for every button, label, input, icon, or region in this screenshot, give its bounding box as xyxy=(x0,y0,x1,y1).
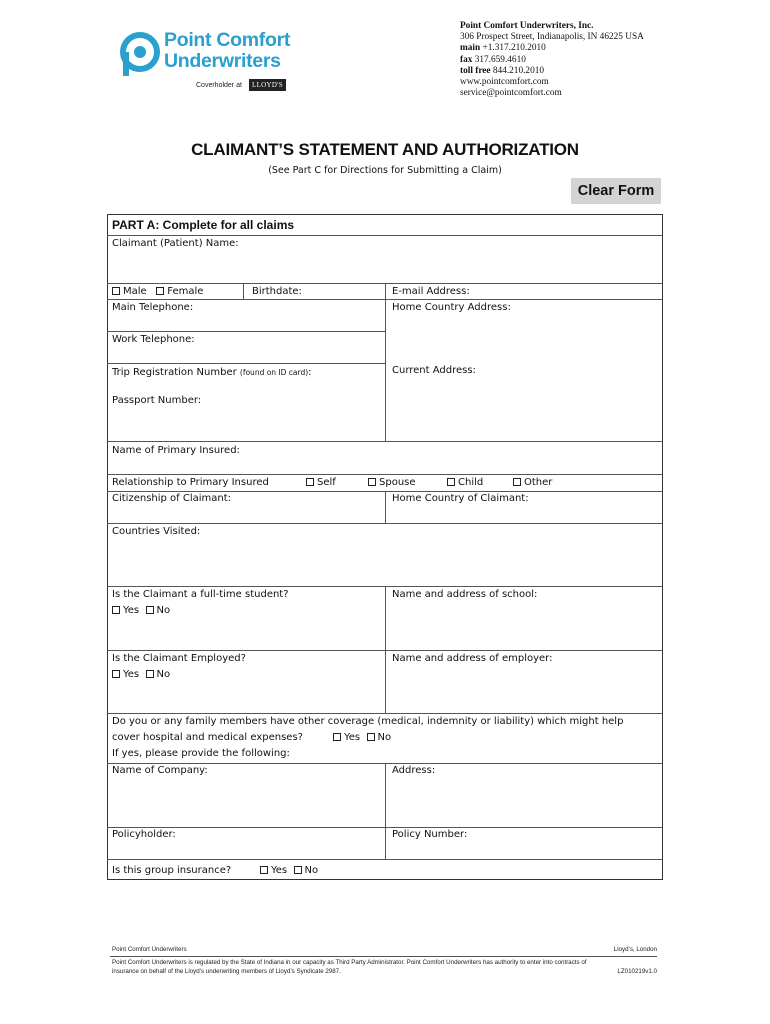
self-checkbox[interactable] xyxy=(306,478,314,486)
spouse-option: Spouse xyxy=(368,477,416,488)
coverage-no-checkbox[interactable] xyxy=(367,733,375,741)
col-divider xyxy=(243,283,244,299)
company-logo xyxy=(118,30,293,100)
website: www.pointcomfort.com xyxy=(460,77,549,88)
citizenship-label: Citizenship of Claimant: xyxy=(112,493,232,504)
current-address-label: Current Address: xyxy=(392,365,476,376)
footer-line-2: insurance on behalf of the Lloyd’s underwriting members of Lloyd’s Syndicate 2987. xyxy=(112,968,341,975)
company-address: 306 Prospect Street, Indianapolis, IN 46225 USA xyxy=(460,32,644,43)
home-country-claimant-label: Home Country of Claimant: xyxy=(392,493,529,504)
coverholder-label: Coverholder at xyxy=(196,82,242,89)
col-divider xyxy=(385,763,386,859)
employer-label: Name and address of employer: xyxy=(392,653,553,664)
fulltime-student-label: Is the Claimant a full-time student? xyxy=(112,589,289,600)
group-yes-no: Yes No xyxy=(260,865,318,876)
contact-block xyxy=(460,21,644,99)
group-yes-checkbox[interactable] xyxy=(260,866,268,874)
part-a-heading: PART A: Complete for all claims xyxy=(112,218,295,232)
col-divider xyxy=(385,283,386,441)
student-yes-checkbox[interactable] xyxy=(112,606,120,614)
logo-mark-icon xyxy=(118,30,162,78)
logo-line-2: Underwriters xyxy=(164,50,281,72)
company-name-label: Name of Company: xyxy=(112,765,208,776)
company-name: Point Comfort Underwriters, Inc. xyxy=(460,21,594,31)
coverage-question-line1: Do you or any family members have other coverage (medical, indemnity or liability) which might help xyxy=(112,716,624,727)
row-divider xyxy=(107,363,386,364)
group-no-checkbox[interactable] xyxy=(294,866,302,874)
footer-right: Lloyd’s, London xyxy=(613,946,657,953)
countries-visited-label: Countries Visited: xyxy=(112,526,201,537)
primary-insured-label: Name of Primary Insured: xyxy=(112,445,240,456)
employed-label: Is the Claimant Employed? xyxy=(112,653,246,664)
main-telephone-label: Main Telephone: xyxy=(112,302,194,313)
school-label: Name and address of school: xyxy=(392,589,538,600)
self-option: Self xyxy=(306,477,336,488)
employed-no-checkbox[interactable] xyxy=(146,670,154,678)
birthdate-label: Birthdate: xyxy=(252,286,302,297)
logo-text xyxy=(164,30,290,72)
child-checkbox[interactable] xyxy=(447,478,455,486)
page-title: CLAIMANT’S STATEMENT AND AUTHORIZATION xyxy=(191,140,579,159)
coverage-question-line3: If yes, please provide the following: xyxy=(112,748,290,759)
clear-form-button[interactable]: Clear Form xyxy=(571,178,661,204)
passport-number-label: Passport Number: xyxy=(112,395,202,406)
address-label: Address: xyxy=(392,765,436,776)
other-option: Other xyxy=(513,477,552,488)
row-divider xyxy=(107,235,663,236)
row-divider xyxy=(107,713,663,714)
gender-options: Male Female xyxy=(112,286,203,297)
email: service@pointcomfort.com xyxy=(460,88,562,99)
work-telephone-label: Work Telephone: xyxy=(112,334,195,345)
employed-yes-no: Yes No xyxy=(112,669,170,680)
main-phone: main +1.317.210.2010 xyxy=(460,43,546,54)
col-divider xyxy=(385,586,386,713)
claimant-name-label: Claimant (Patient) Name: xyxy=(112,238,239,249)
child-option: Child xyxy=(447,477,483,488)
lloyds-logo: LLOYD'S xyxy=(249,79,286,91)
row-divider xyxy=(107,441,663,442)
logo-line-1: Point Comfort xyxy=(164,29,291,51)
policyholder-label: Policyholder: xyxy=(112,829,176,840)
email-label: E-mail Address: xyxy=(392,286,470,297)
page-subtitle: (See Part C for Directions for Submitting a Claim) xyxy=(268,165,502,176)
relationship-label: Relationship to Primary Insured xyxy=(112,477,269,488)
policy-number-label: Policy Number: xyxy=(392,829,468,840)
trip-registration-label: Trip Registration Number (found on ID card): xyxy=(112,367,312,378)
employed-yes-checkbox[interactable] xyxy=(112,670,120,678)
student-yes-no: Yes No xyxy=(112,605,170,616)
footer-divider xyxy=(110,956,657,957)
fax: fax 317.659.4610 xyxy=(460,54,526,65)
other-checkbox[interactable] xyxy=(513,478,521,486)
toll-free: toll free 844.210.2010 xyxy=(460,65,545,76)
row-divider xyxy=(107,859,663,860)
student-no-checkbox[interactable] xyxy=(146,606,154,614)
footer-code: LZ010219v1.0 xyxy=(617,968,657,975)
footer-left: Point Comfort Underwriters xyxy=(112,946,187,953)
coverage-yes-checkbox[interactable] xyxy=(333,733,341,741)
coverage-yes-no: Yes No xyxy=(333,732,391,743)
footer-line-1: Point Comfort Underwriters is regulated by the State of Indiana in our capacity as Third Party Administrator. Point Comfort Underwriters has authority to enter into contracts of xyxy=(112,959,587,966)
group-insurance-label: Is this group insurance? xyxy=(112,865,232,876)
coverage-question-line2: cover hospital and medical expenses? xyxy=(112,732,303,743)
male-checkbox[interactable] xyxy=(112,287,120,295)
col-divider xyxy=(385,491,386,523)
female-checkbox[interactable] xyxy=(156,287,164,295)
row-divider xyxy=(107,331,386,332)
spouse-checkbox[interactable] xyxy=(368,478,376,486)
home-country-address-label: Home Country Address: xyxy=(392,302,511,313)
row-divider xyxy=(107,523,663,524)
row-divider xyxy=(107,474,663,475)
